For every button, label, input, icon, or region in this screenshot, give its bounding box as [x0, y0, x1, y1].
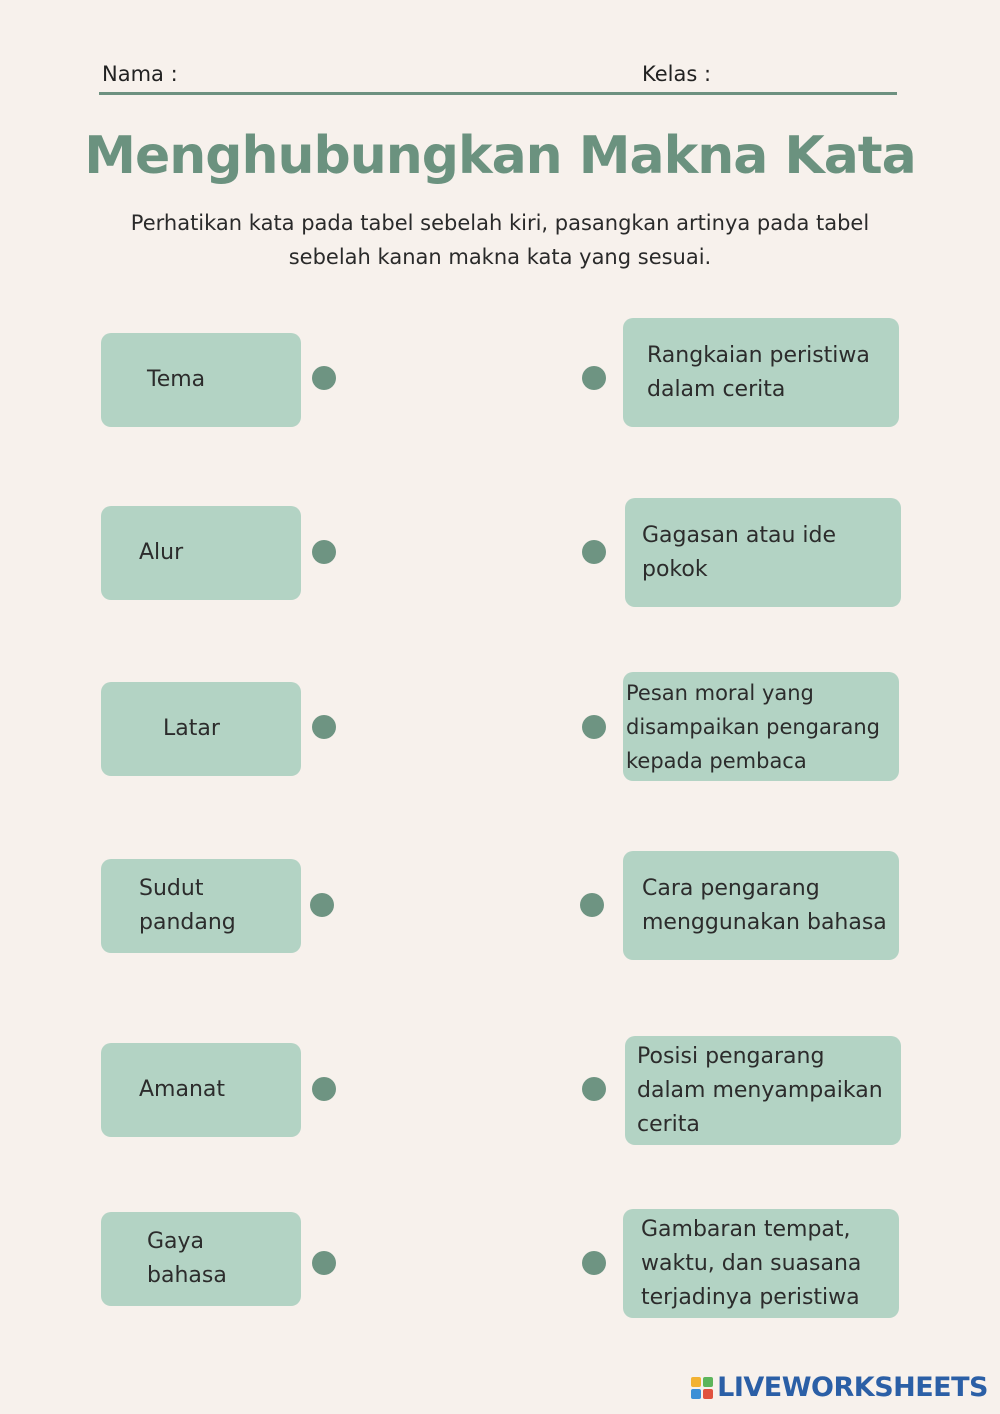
meaning-label: Gambaran tempat, waktu, dan suasana terjadinya peristiwa — [641, 1216, 862, 1310]
meaning-card[interactable] — [625, 1036, 901, 1145]
left-connector-dot[interactable] — [312, 715, 336, 739]
right-connector-dot[interactable] — [580, 893, 604, 917]
meaning-label: Pesan moral yang disampaikan pengarang kepada pembaca — [626, 680, 881, 773]
right-connector-dot[interactable] — [582, 715, 606, 739]
word-label: Sudut pandang — [139, 876, 236, 935]
word-label: Gaya bahasa — [147, 1229, 227, 1288]
class-label: Kelas : — [642, 62, 712, 86]
brand-name: LIVEWORKSHEETS — [717, 1372, 988, 1403]
word-label: Tema — [147, 367, 206, 392]
left-connector-dot[interactable] — [312, 366, 336, 390]
name-label: Nama : — [102, 62, 178, 86]
word-card[interactable] — [101, 1043, 301, 1137]
meaning-card[interactable] — [623, 1209, 899, 1318]
instruction-text: Perhatikan kata pada tabel sebelah kiri, pasangkan artinya pada tabel sebelah kanan makna kata yang sesuai. — [130, 211, 870, 269]
liveworksheets-brand — [691, 1372, 988, 1403]
word-label: Alur — [139, 540, 184, 565]
word-label: Latar — [163, 716, 220, 741]
word-card[interactable] — [101, 506, 301, 600]
meaning-label: Rangkaian peristiwa dalam cerita — [647, 342, 870, 402]
meaning-card[interactable] — [623, 672, 899, 781]
left-connector-dot[interactable] — [312, 1077, 336, 1101]
right-connector-dot[interactable] — [582, 540, 606, 564]
meaning-card[interactable] — [623, 318, 899, 427]
meaning-card[interactable] — [625, 498, 901, 607]
meaning-label: Gagasan atau ide pokok — [642, 522, 836, 582]
word-card[interactable] — [101, 1212, 301, 1306]
meaning-card[interactable] — [623, 851, 899, 960]
page-title: Menghubungkan Makna Kata — [84, 126, 916, 186]
liveworksheets-logo-icon — [691, 1377, 713, 1399]
word-card[interactable] — [101, 682, 301, 776]
word-card[interactable] — [101, 333, 301, 427]
right-connector-dot[interactable] — [582, 1251, 606, 1275]
word-card[interactable] — [101, 859, 301, 953]
right-connector-dot[interactable] — [582, 366, 606, 390]
word-label: Amanat — [139, 1077, 226, 1102]
meaning-label: Cara pengarang menggunakan bahasa — [642, 875, 887, 935]
right-connector-dot[interactable] — [582, 1077, 606, 1101]
left-connector-dot[interactable] — [312, 1251, 336, 1275]
header-divider — [99, 92, 897, 95]
left-connector-dot[interactable] — [312, 540, 336, 564]
meaning-label: Posisi pengarang dalam menyampaikan cerita — [637, 1043, 883, 1137]
left-connector-dot[interactable] — [310, 893, 334, 917]
